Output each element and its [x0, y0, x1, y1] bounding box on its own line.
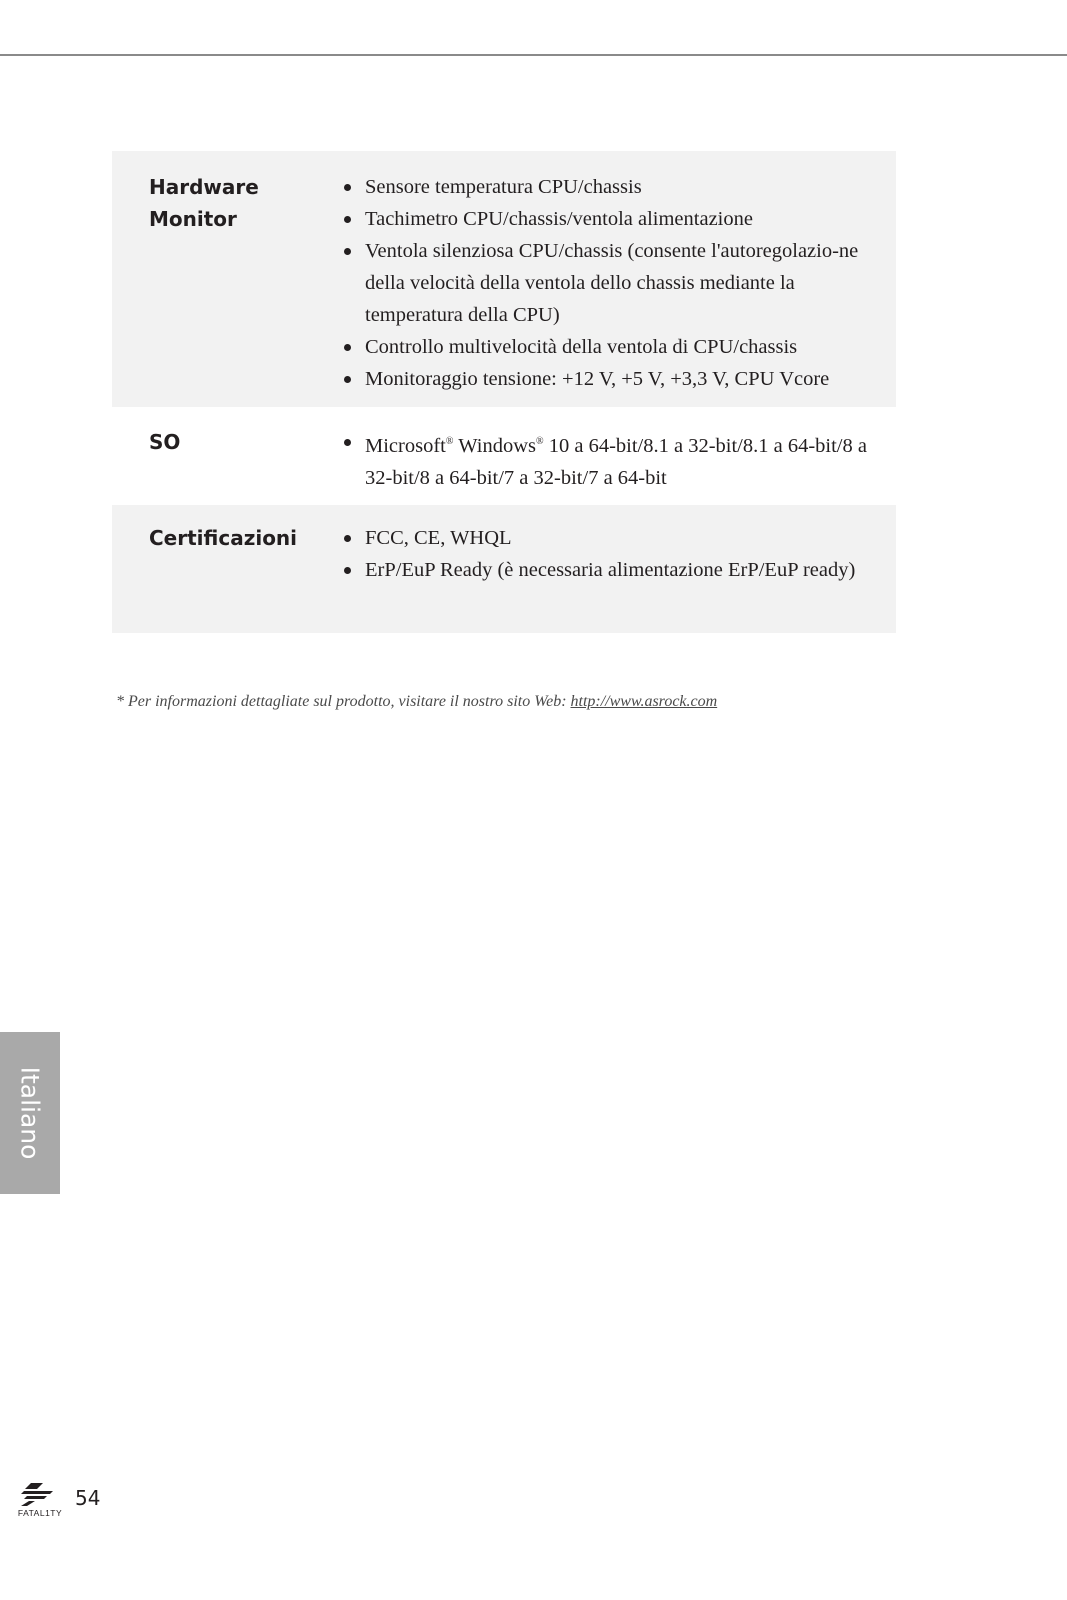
spec-item: Sensore temperatura CPU/chassis	[341, 171, 881, 203]
spec-item: FCC, CE, WHQL	[341, 522, 881, 554]
spec-row-certificazioni	[112, 505, 896, 633]
os-vendor-text: Microsoft	[365, 434, 446, 457]
footnote-text: * Per informazioni dettagliate sul prodotto, visitare il nostro sito Web:	[116, 693, 571, 710]
spec-item: Controllo multivelocità della ventola di CPU/chassis	[341, 331, 881, 363]
logo-wordmark: FATAL1TY	[17, 1508, 63, 1518]
spec-item: Monitoraggio tensione: +12 V, +5 V, +3,3 V, CPU Vcore	[341, 363, 881, 395]
spec-label-certificazioni: Certificazioni	[149, 526, 298, 550]
page-number: 54	[75, 1486, 101, 1510]
language-side-tab	[0, 1032, 60, 1194]
spec-row-so	[112, 407, 896, 505]
spec-label-hardware-monitor: Hardware Monitor	[149, 175, 259, 231]
spec-list-so	[341, 426, 881, 505]
spec-list-hardware-monitor	[341, 171, 881, 407]
spec-item: ErP/EuP Ready (è necessaria alimentazione ErP/EuP ready)	[341, 554, 881, 586]
spec-item: Ventola silenziosa CPU/chassis (consente l'autoregolazio-ne della velocità della ventola dello chassis mediante la temperatura della CPU)	[341, 235, 881, 331]
os-versions-text: 10 a 64-bit/8.1 a 32-bit/8.1 a 64-bit/8 a 32-bit/8 a 64-bit/7 a 32-bit/7 a 64-bit	[365, 434, 867, 489]
website-link[interactable]: http://www.asrock.com	[570, 693, 718, 710]
language-tab-label: Italiano	[15, 1066, 45, 1160]
fatal1ty-logo	[13, 1483, 67, 1519]
spec-item: Tachimetro CPU/chassis/ventola alimentazione	[341, 203, 881, 235]
fatal1ty-emblem-icon	[13, 1483, 67, 1507]
header-rule	[0, 54, 1067, 56]
registered-mark: ®	[445, 436, 454, 447]
spec-row-hardware-monitor	[112, 151, 896, 407]
registered-mark: ®	[535, 436, 544, 447]
spec-list-certificazioni	[341, 522, 881, 633]
spec-table	[112, 151, 896, 633]
spec-label-so: SO	[149, 430, 181, 454]
spec-item	[341, 426, 881, 494]
os-product-text: Windows	[453, 434, 536, 457]
footnote	[116, 693, 717, 711]
